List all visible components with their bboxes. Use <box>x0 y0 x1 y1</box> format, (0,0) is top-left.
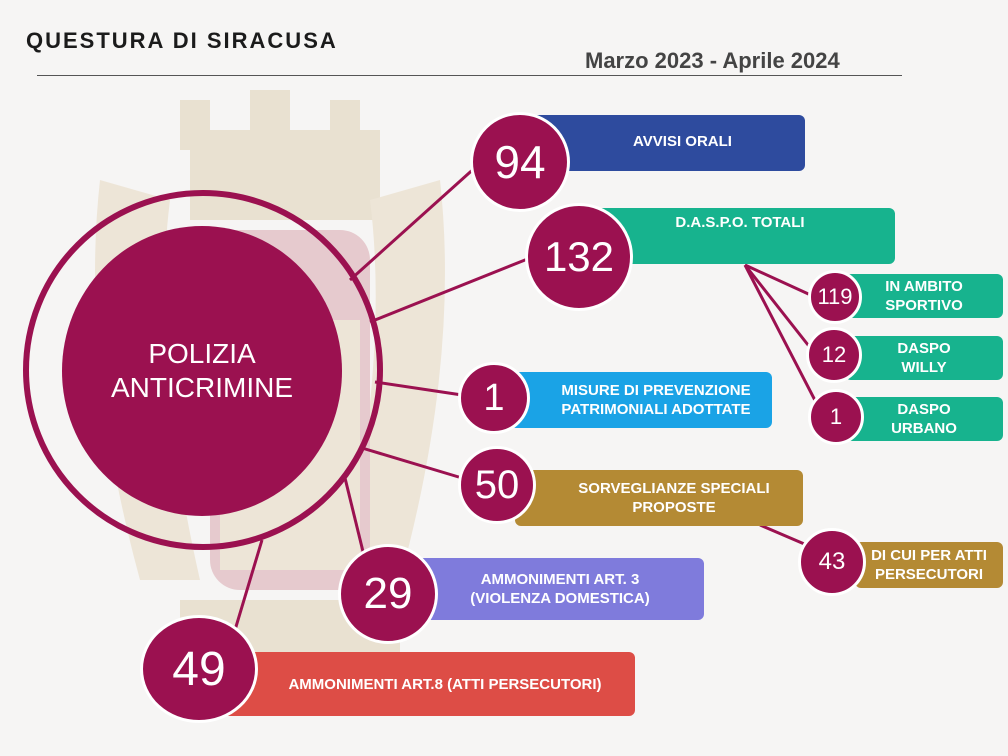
misure-value: 1 <box>483 376 505 419</box>
misure-line2: PATRIMONIALI ADOTTATE <box>561 401 751 418</box>
ammonimenti3-bar <box>400 558 704 620</box>
daspo-value: 132 <box>543 233 615 280</box>
daspo-willy-line1: DASPO <box>897 340 951 357</box>
daspo-sportivo-bar <box>845 274 1003 318</box>
connector-ammonimenti8 <box>232 540 262 640</box>
misure-bar <box>510 372 772 428</box>
daspo-urbano-value: 1 <box>829 404 843 429</box>
daspo-circle <box>525 203 633 311</box>
center-circle <box>62 226 342 516</box>
connector-sorveglianze <box>362 448 462 478</box>
persecutori-sub-value: 43 <box>818 548 846 575</box>
daspo-sportivo-line2: SPORTIVO <box>885 297 963 314</box>
period-label: Marzo 2023 - Aprile 2024 <box>585 48 840 73</box>
ammonimenti8-circle <box>140 615 258 723</box>
daspo-urbano-line1: DASPO <box>897 401 951 418</box>
sorveglianze-line2: PROPOSTE <box>632 499 716 516</box>
persecutori-sub-line1: DI CUI PER ATTI <box>871 547 987 564</box>
ammonimenti3-line1: AMMONIMENTI ART. 3 <box>480 571 640 588</box>
ammonimenti8-bar <box>205 652 635 716</box>
ammonimenti8-label: AMMONIMENTI ART.8 (ATTI PERSECUTORI) <box>288 675 602 693</box>
sorveglianze-circle <box>458 446 536 524</box>
misure-circle <box>458 362 530 434</box>
misure-line1: MISURE DI PREVENZIONE <box>561 382 751 399</box>
sorveglianze-bar <box>515 470 803 526</box>
daspo-label: D.A.S.P.O. TOTALI <box>675 214 805 231</box>
daspo-willy-bar <box>845 336 1003 380</box>
connector-avvisi <box>350 165 478 280</box>
ammonimenti8-value: 49 <box>172 642 226 696</box>
connector-misure <box>375 382 462 395</box>
avvisi-label: AVVISI ORALI <box>633 133 732 150</box>
daspo-willy-circle <box>806 327 862 383</box>
daspo-sportivo-line1: IN AMBITO <box>885 278 963 295</box>
page-title: QUESTURA DI SIRACUSA <box>26 28 338 53</box>
daspo-urbano-circle <box>808 389 864 445</box>
sorveglianze-line1: SORVEGLIANZE SPECIALI <box>578 480 770 497</box>
sorveglianze-value: 50 <box>474 462 520 507</box>
persecutori-sub-line2: PERSECUTORI <box>874 566 984 583</box>
persecutori-sub-bar <box>855 542 1003 588</box>
daspo-urbano-bar <box>845 397 1003 441</box>
daspo-sportivo-value: 119 <box>817 284 853 309</box>
avvisi-value: 94 <box>494 136 546 188</box>
connector-daspo-sportivo <box>745 265 815 297</box>
ammonimenti3-circle <box>338 544 438 644</box>
ammonimenti3-line2: (VIOLENZA DOMESTICA) <box>470 590 650 607</box>
connector-daspo-willy <box>745 265 812 350</box>
daspo-willy-line2: WILLY <box>901 359 947 376</box>
daspo-urbano-line2: URBANO <box>891 420 957 437</box>
persecutori-sub-circle <box>798 528 866 596</box>
ammonimenti3-value: 29 <box>363 569 413 618</box>
daspo-willy-value: 12 <box>821 342 847 367</box>
center-line-2: ANTICRIMINE <box>111 372 293 403</box>
connector-daspo <box>370 258 530 322</box>
daspo-sportivo-circle <box>808 270 862 324</box>
center-line-1: POLIZIA <box>148 338 256 369</box>
avvisi-circle <box>470 112 570 212</box>
